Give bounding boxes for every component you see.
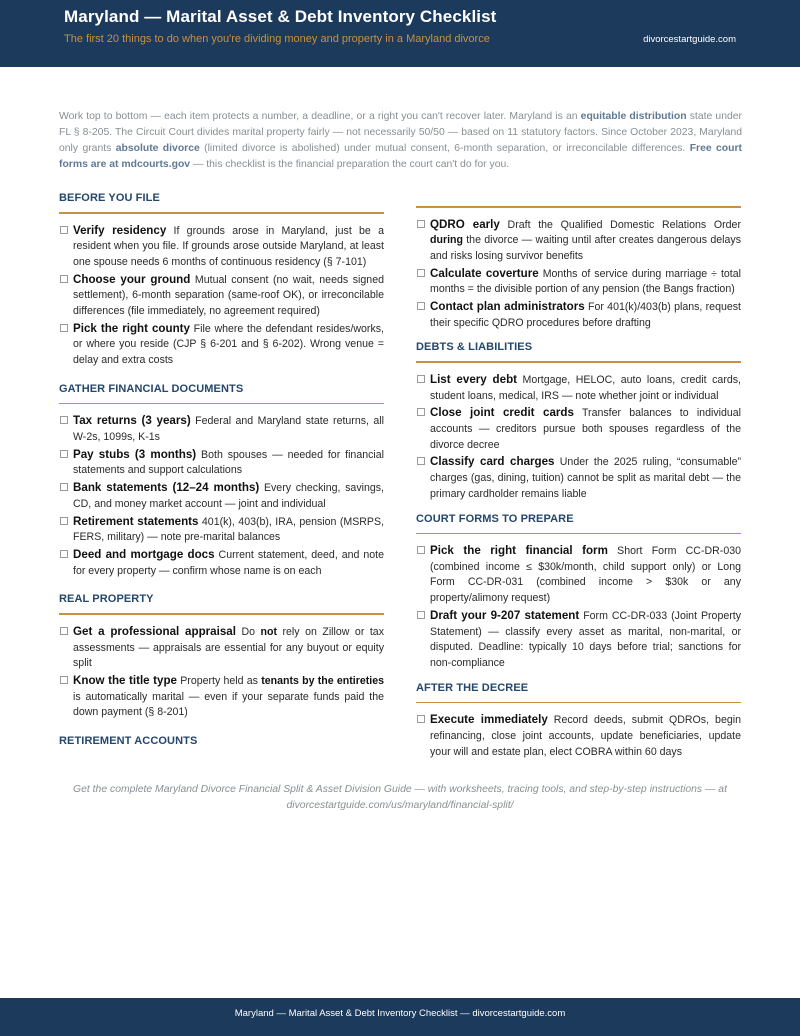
intro-bold: absolute divorce [115,143,200,154]
checkbox[interactable] [60,483,68,491]
section-divider [59,613,384,615]
intro-text: state under FL § 8-205. The Circuit Court divides marital property fairly — not necessarily 50/50 — based on 11 statutory factors. Since October 2023, Maryland only grants [59,111,742,154]
right-column [416,198,741,761]
item-heading: Know the title type [73,673,177,687]
item-body: the divorce — waiting until after creates dangerous delays and risks losing survivor benefits [430,234,741,262]
item-body: Short Form CC-DR-030 (combined income ≤ $30k/month, child support only) or Long Form CC-DR-031 (combined income > $30k or any property/alimony request) [430,545,741,605]
checkbox[interactable] [60,275,68,283]
checkbox[interactable] [60,226,68,234]
item-heading: Contact plan administrators [430,300,585,314]
checklist-item[interactable] [416,217,741,265]
item-body: Form CC-DR-033 (Joint Property Statement) — classify every asset as marital, non-marital, or disputed. Deadline: typically 10 days before trial; sanctions for non-compliance [430,609,741,669]
footer-text: Maryland — Marital Asset & Debt Inventory Checklist — divorcestartguide.com [234,1008,566,1019]
checkbox[interactable] [60,627,68,635]
page-footer [0,998,800,1036]
checkbox[interactable] [417,457,425,465]
checklist-item[interactable] [416,454,741,502]
section-divider [416,533,741,535]
item-body: Property held as [176,674,262,687]
item-heading: Deed and mortgage docs [73,547,215,561]
item-body: If grounds arose in Maryland, just be a resident when you file. If grounds arose outside Maryland, at least one spouse needs 6 months of continuous residency (§ 7-101) [73,224,384,268]
checklist-item[interactable] [416,608,741,672]
item-body: Record deeds, submit QDROs, begin refinancing, close joint accounts, update beneficiaries, update your will and estate plan, elect COBRA within 60 days [430,714,741,758]
header-site-link[interactable]: divorcestartguide.com [643,34,736,45]
item-body: Months of service during marriage ÷ total months = the divisible portion of any pension (the Bangs fraction) [430,267,741,296]
item-heading: Draft your 9-207 statement [430,608,580,622]
checklist-item[interactable] [59,447,384,479]
item-body: File where the defendant resides/works, or where you reside (CJP § 6-201 and § 6-202). Wrong venue = delay and extra costs [73,322,384,367]
section-heading: AFTER THE DECREE [416,681,529,694]
checklist-item[interactable] [416,543,741,607]
checkbox[interactable] [60,517,68,525]
checkbox[interactable] [417,408,425,416]
checklist-item[interactable] [59,321,384,369]
checkbox[interactable] [60,450,68,458]
item-body: Mortgage, HELOC, auto loans, credit cards, student loans, medical, IRS — note whether joint or individual [430,373,741,402]
checkbox[interactable] [60,324,68,332]
item-body: Under the 2025 ruling, “consumable” charges (gas, dining, tuition) cannot be split as marital debt — the primary cardholder remains liable [430,456,741,500]
checklist-item[interactable] [416,712,741,760]
item-emphasis: tenants by the entireties [261,674,385,687]
checklist-item[interactable] [59,413,384,445]
item-body: Both spouses — needed for financial statements and support calculations [73,448,384,477]
intro-text: (limited divorce is abolished) under mutual consent, 6-month separation, or irreconcilable differences. [199,143,690,154]
item-heading: Choose your ground [73,272,191,286]
item-heading: Tax returns (3 years) [73,414,191,428]
checkbox[interactable] [60,550,68,558]
section-divider [416,361,741,363]
section-heading: COURT FORMS TO PREPARE [416,512,574,525]
item-heading: Get a professional appraisal [73,624,236,638]
section-divider [416,206,741,208]
item-heading: Pick the right county [73,321,190,335]
intro-text: — this checklist is the financial preparation the court can't do for you. [190,159,510,170]
item-body: is automatically marital — even if your separate funds paid the down payment (§ 8-201) [73,690,384,719]
checklist-item[interactable] [59,272,384,320]
checkbox[interactable] [417,269,425,277]
item-body: 401(k), 403(b), IRA, pension (MSRPS, FERS, military) — note pre-marital balances [73,515,384,544]
item-body: rely on Zillow or tax assessments — appraisals are essential for any buyout or equity split [73,625,384,670]
checklist-item[interactable] [416,405,741,453]
item-body: Federal and Maryland state returns, all W-2s, 1099s, K-1s [73,415,384,444]
section-heading: BEFORE YOU FILE [59,192,160,204]
checklist-item[interactable] [59,480,384,512]
item-heading: Calculate coverture [430,266,539,280]
item-heading: Pay stubs (3 months) [73,447,197,461]
item-body: Current statement, deed, and note for every property — confirm whose name is on each [73,548,384,577]
item-body: Mutual consent (no wait, needs signed settlement), 6-month separation (same-roof OK), or irreconcilable differences (file immediately, no agreement required) [73,273,384,318]
intro-link[interactable]: Free court forms are at mdcourts.gov [59,143,743,170]
checkbox[interactable] [417,611,425,619]
item-heading: Retirement statements [73,514,199,528]
page-title: Maryland — Marital Asset & Debt Inventory Checklist [64,7,497,26]
checkbox[interactable] [417,715,425,723]
item-body: Transfer balances to individual accounts — creditors pursue both spouses regardless of the divorce decree [430,407,742,451]
checklist-item[interactable] [59,624,384,672]
item-emphasis: during [430,234,463,247]
item-body: Draft the Qualified Domestic Relations Order [499,218,741,231]
intro-paragraph [59,109,742,173]
intro-text: Work top to bottom — each item protects a number, a deadline, or a right you can't recover later. Maryland is an [59,111,581,122]
checkbox[interactable] [60,676,68,684]
item-heading: Pick the right financial form [430,544,608,558]
page-header [0,0,800,67]
guide-promo-note[interactable]: Get the complete Maryland Divorce Financial Split & Asset Division Guide — with worksheets, tracing tools, and step-by-step instructions — at divorcestartguide.com/us/maryland/financial-split/ [73,784,727,811]
section-divider [416,702,741,704]
checklist-item[interactable] [416,299,741,331]
item-heading: Classify card charges [430,455,555,469]
checkbox[interactable] [417,220,425,228]
section-heading: RETIREMENT ACCOUNTS [59,735,198,748]
item-heading: Bank statements (12–24 months) [73,481,260,495]
section-heading: GATHER FINANCIAL DOCUMENTS [59,382,244,395]
checkbox[interactable] [417,302,425,310]
checklist-item[interactable] [59,547,384,579]
item-heading: QDRO early [430,217,500,231]
checklist-item[interactable] [416,372,741,404]
section-heading: DEBTS & LIABILITIES [416,341,533,354]
checklist-item[interactable] [416,266,741,298]
checklist-item[interactable] [59,223,384,271]
intro-bold: equitable distribution [580,111,687,122]
item-heading: Close joint credit cards [430,406,574,420]
checkbox[interactable] [60,416,68,424]
section-heading: REAL PROPERTY [59,593,154,606]
item-body: Do [235,625,261,638]
page-subtitle: The first 20 things to do when you're dividing money and property in a Maryland divorce [64,33,490,45]
item-body: Every checking, savings, CD, and money market account — joint and individual [73,482,384,510]
item-heading: Execute immediately [430,713,548,727]
section-divider [59,212,384,214]
checklist-item[interactable] [59,514,384,546]
checkbox[interactable] [417,375,425,383]
section-divider [59,403,384,405]
left-column [59,192,384,747]
item-heading: List every debt [430,372,518,386]
checklist-item[interactable] [59,673,384,721]
item-heading: Verify residency [73,223,167,237]
item-emphasis: not [260,625,277,638]
checkbox[interactable] [417,546,425,554]
item-body: For 401(k)/403(b) plans, request their specific QDRO procedures before drafting [430,301,741,329]
